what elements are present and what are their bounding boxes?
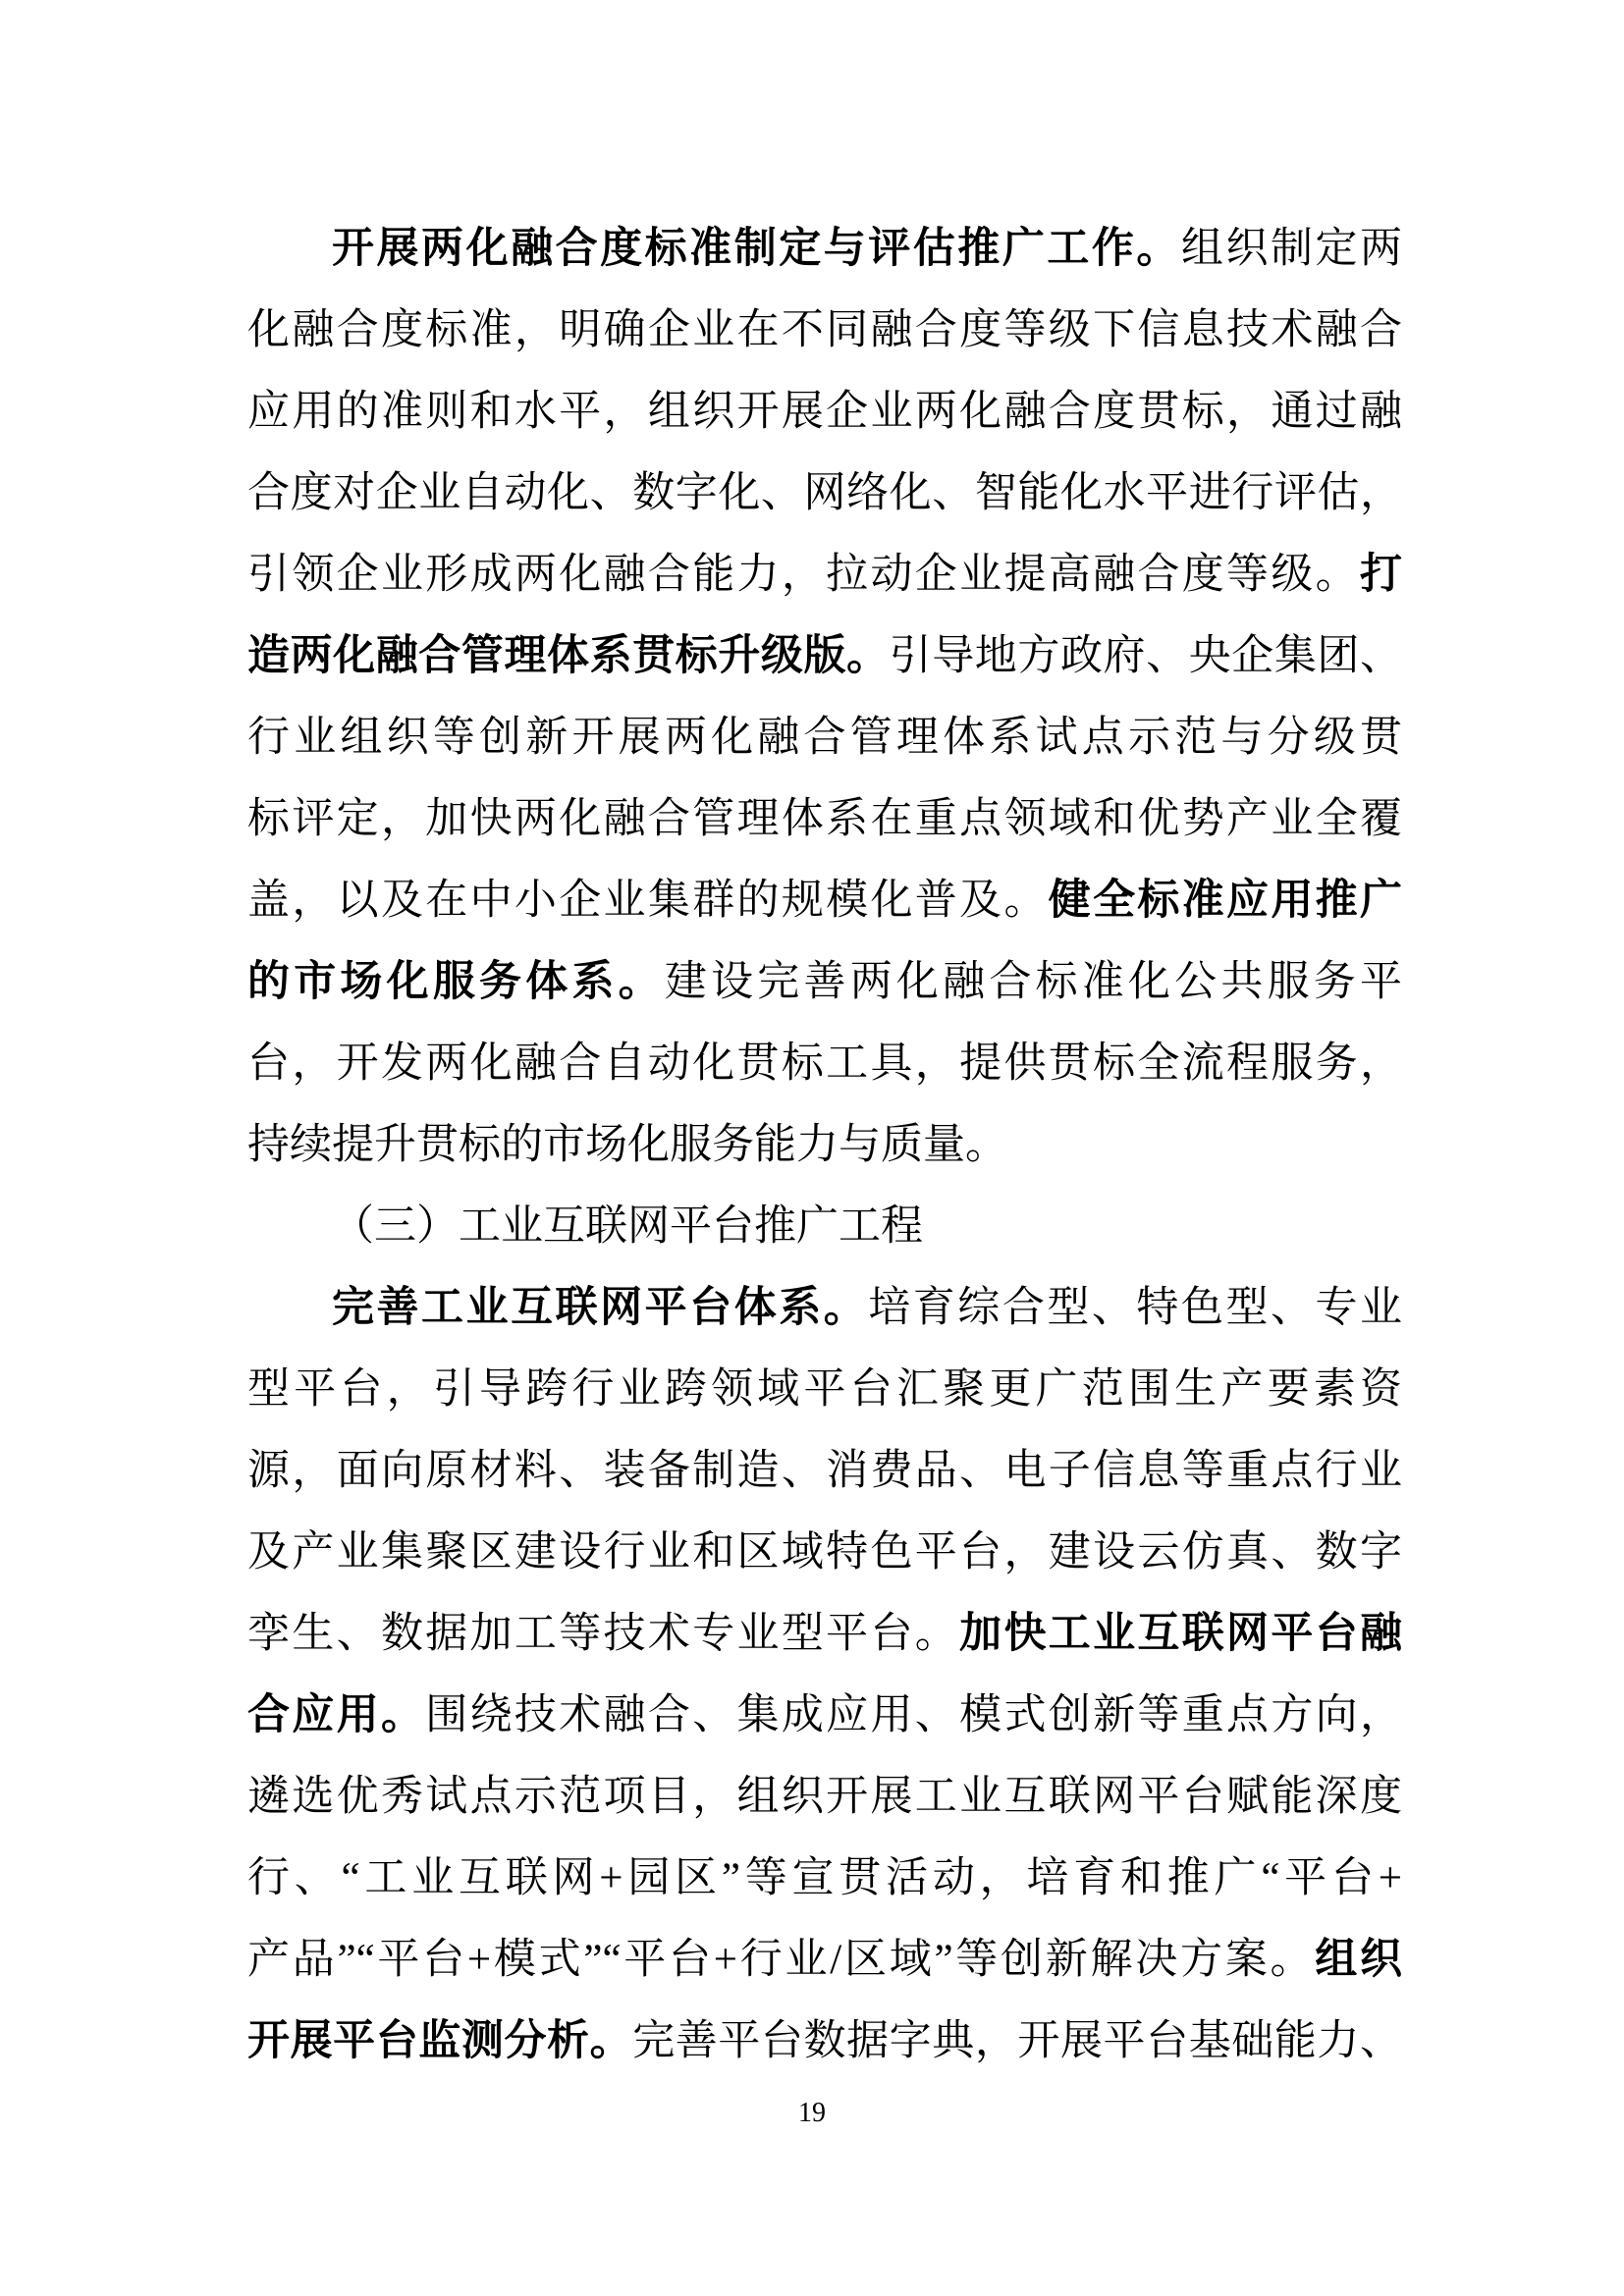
text-segment: 行业组织等创新开展两化融合管理体系试点示范与分级贯 [247, 715, 1402, 761]
text-segment: 遴选优秀试点示范项目，组织开展工业互联网平台赋能深度 [247, 1774, 1402, 1820]
text-line [247, 453, 1402, 534]
text-line [247, 697, 1402, 778]
text-line [247, 1838, 1402, 1919]
text-line [247, 1919, 1402, 2001]
text-block [247, 208, 1402, 2082]
text-line [247, 615, 1402, 697]
text-line [247, 1349, 1402, 1430]
text-line [247, 2001, 1402, 2082]
text-line [247, 1023, 1402, 1104]
text-line [247, 534, 1402, 615]
text-line [247, 371, 1402, 453]
text-line [247, 860, 1402, 941]
text-segment: 开展平台监测分析。 [247, 2018, 633, 2064]
text-segment: 引导地方政府、央企集团、 [889, 633, 1402, 679]
text-segment: 合应用。 [247, 1692, 426, 1738]
text-segment: 组织 [1315, 1937, 1402, 1983]
text-segment: 台，开发两化融合自动化贯标工具，提供贯标全流程服务， [247, 1041, 1402, 1087]
text-segment: （三）工业互联网平台推广工程 [332, 1203, 923, 1250]
page-number: 19 [798, 2098, 826, 2128]
text-line [247, 1430, 1402, 1512]
text-segment: 应用的准则和水平，组织开展企业两化融合度贯标，通过融 [247, 389, 1402, 435]
text-segment: 源，面向原材料、装备制造、消费品、电子信息等重点行业 [247, 1448, 1402, 1494]
text-segment: 培育综合型、特色型、专业 [868, 1285, 1402, 1331]
text-segment: 盖，以及在中小企业集群的规模化普及。 [247, 878, 1049, 924]
text-line [247, 290, 1402, 371]
text-segment: 健全标准应用推广 [1048, 878, 1402, 924]
text-segment: 型平台，引导跨行业跨领域平台汇聚更广范围生产要素资 [247, 1366, 1402, 1413]
text-line [247, 941, 1402, 1023]
text-segment: 标评定，加快两化融合管理体系在重点领域和优势产业全覆 [247, 796, 1402, 842]
text-line [247, 1756, 1402, 1838]
text-line [247, 208, 1402, 290]
text-segment: 完善平台数据字典，开展平台基础能力、 [632, 2018, 1402, 2064]
text-line [247, 1593, 1402, 1675]
text-segment: 行、“工业互联网+园区”等宣贯活动，培育和推广“平台+ [247, 1855, 1402, 1901]
text-segment: 组织制定两 [1180, 226, 1402, 272]
text-segment: 建设完善两化融合标准化公共服务平 [664, 959, 1402, 1005]
text-line [247, 1512, 1402, 1593]
text-segment: 持续提升贯标的市场化服务能力与质量。 [247, 1122, 1007, 1168]
text-segment: 加快工业互联网平台融 [959, 1611, 1402, 1657]
text-line [247, 1267, 1402, 1349]
text-line [247, 1675, 1402, 1756]
text-segment: 合度对企业自动化、数字化、网络化、智能化水平进行评估， [247, 470, 1402, 516]
text-segment: 围绕技术融合、集成应用、模式创新等重点方向， [425, 1692, 1402, 1738]
text-segment: 产品”“平台+模式”“平台+行业/区域”等创新解决方案。 [247, 1937, 1316, 1983]
text-segment: 及产业集聚区建设行业和区域特色平台，建设云仿真、数字 [247, 1529, 1402, 1575]
text-segment: 开展两化融合度标准制定与评估推广工作。 [332, 226, 1181, 272]
text-segment: 化融合度标准，明确企业在不同融合度等级下信息技术融合 [247, 307, 1402, 353]
text-line [247, 1186, 1402, 1267]
text-segment: 完善工业互联网平台体系。 [332, 1285, 869, 1331]
text-segment: 造两化融合管理体系贯标升级版。 [247, 633, 890, 679]
text-line [247, 1104, 1402, 1186]
text-segment: 孪生、数据加工等技术专业型平台。 [247, 1611, 960, 1657]
text-segment: 打 [1360, 552, 1402, 598]
text-segment: 的市场化服务体系。 [247, 959, 665, 1005]
text-line [247, 778, 1402, 860]
text-segment: 引领企业形成两化融合能力，拉动企业提高融合度等级。 [247, 552, 1360, 598]
